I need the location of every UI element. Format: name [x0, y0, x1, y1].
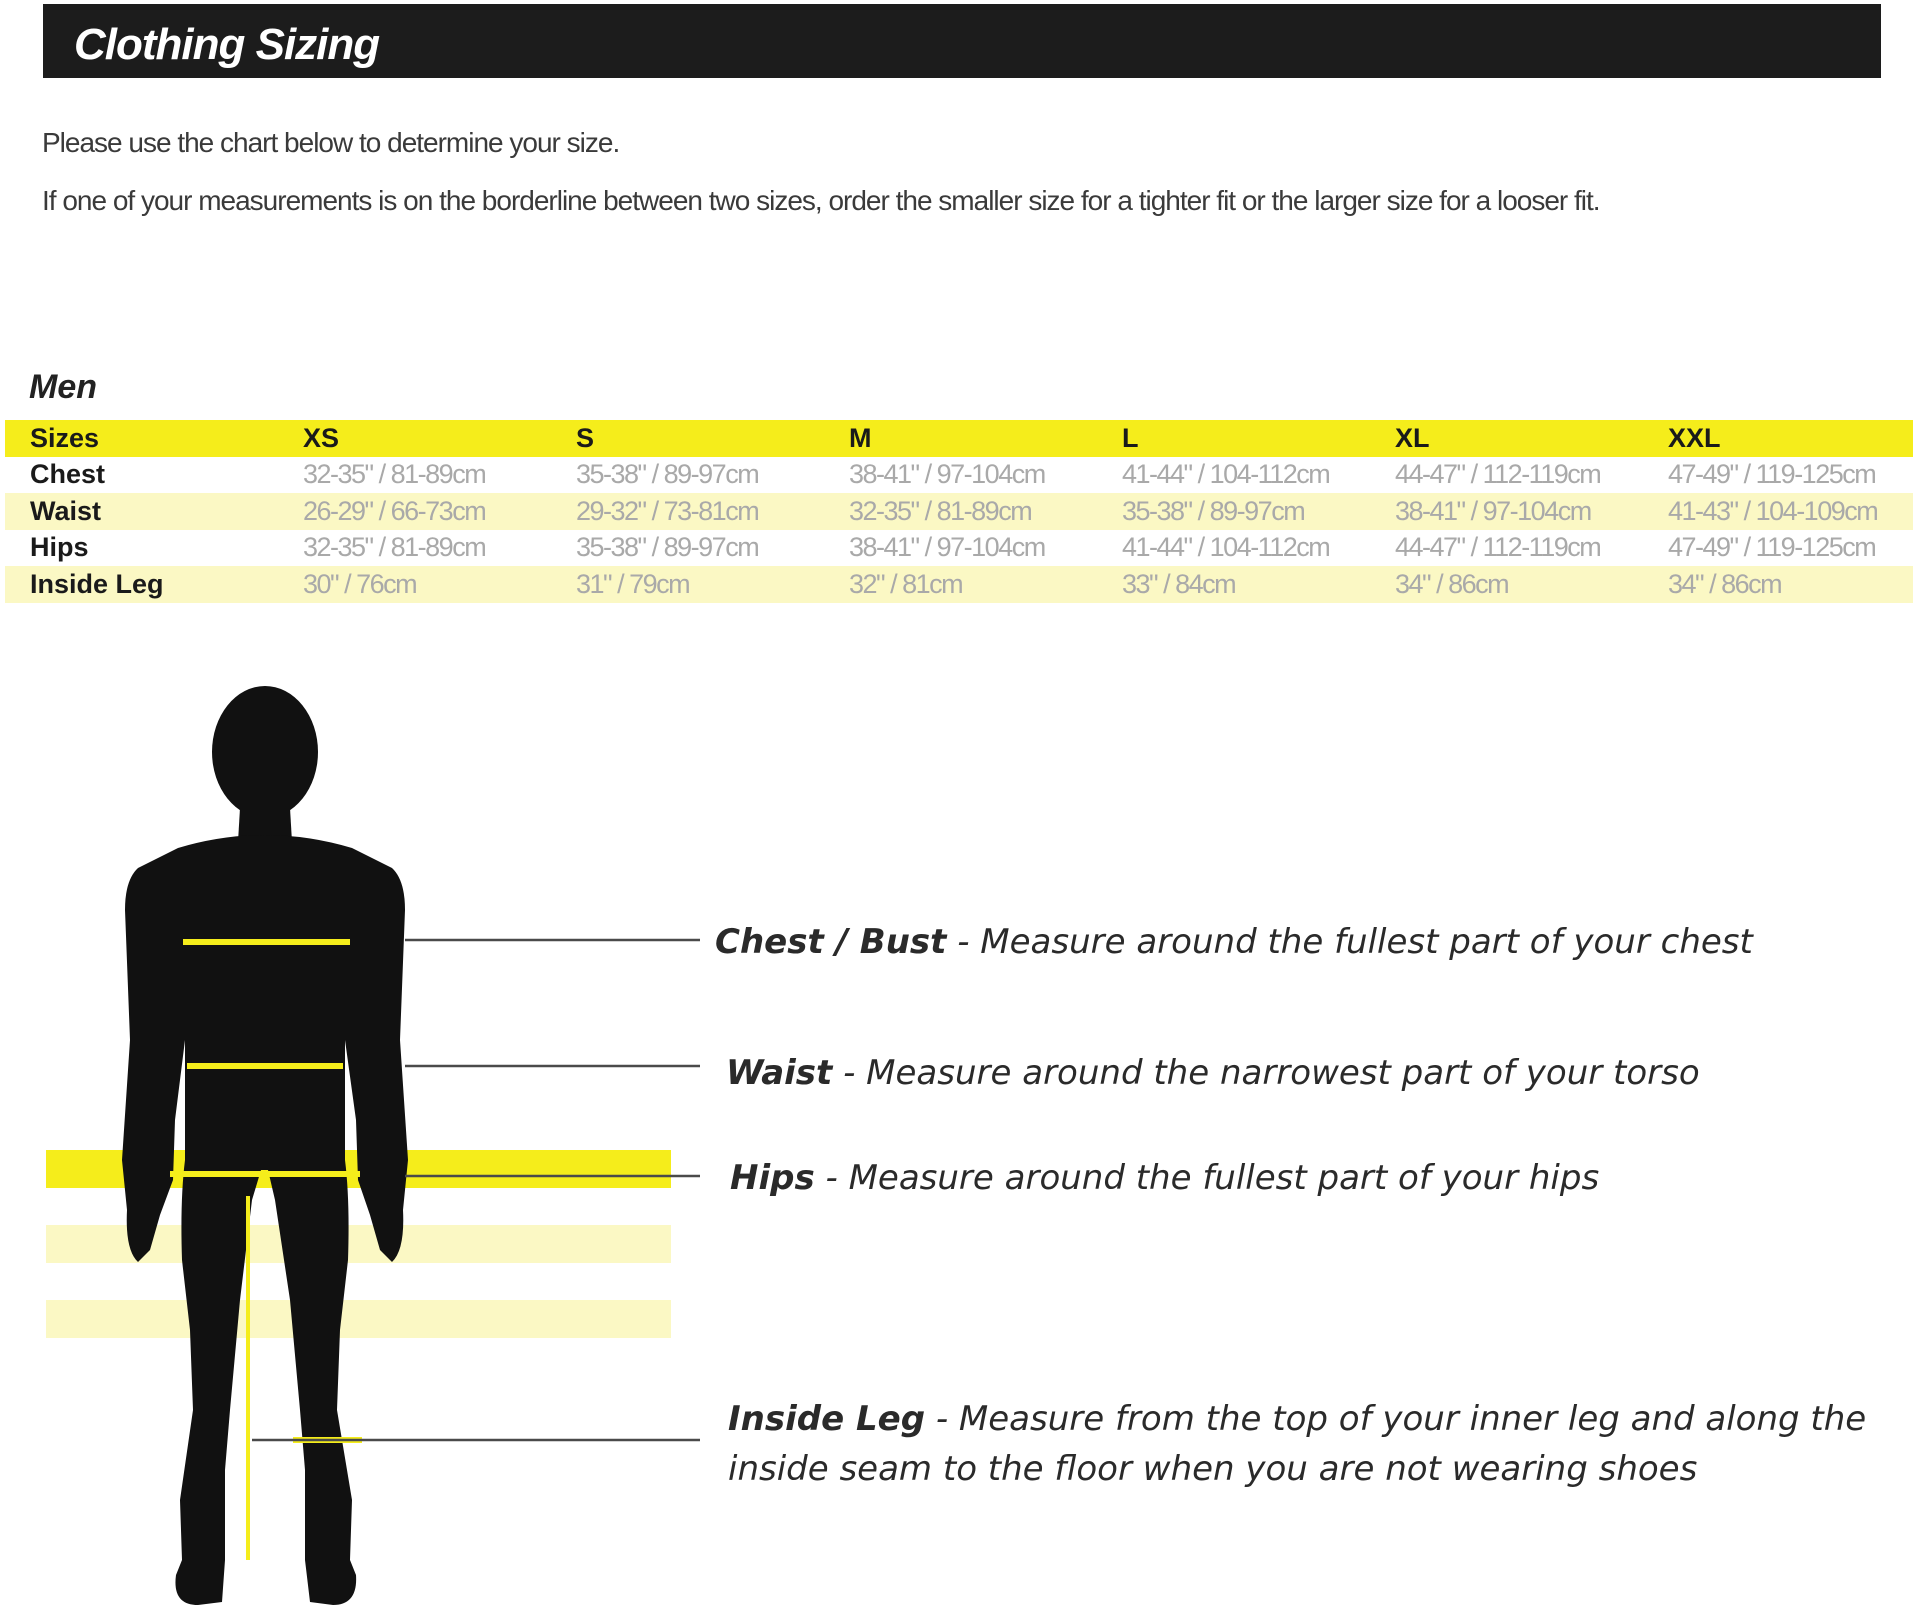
table-cell: 34" / 86cm	[1395, 568, 1509, 599]
table-cell: 35-38" / 89-97cm	[576, 459, 759, 490]
annotation-desc: - Measure around the narrowest part of your torso	[832, 1053, 1700, 1093]
annotation-term: Chest / Bust	[715, 922, 947, 962]
header-label-sizes: Sizes	[30, 422, 100, 453]
table-cell: 44-47" / 112-119cm	[1395, 459, 1601, 490]
table-cell: 41-43" / 104-109cm	[1668, 495, 1878, 526]
row-label: Hips	[30, 532, 89, 563]
annotation-waist	[726, 1048, 1700, 1098]
table-cell: 32-35" / 81-89cm	[303, 532, 486, 563]
page-title: Clothing Sizing	[74, 20, 380, 69]
intro-line-2: If one of your measurements is on the borderline between two sizes, order the smaller size for a tighter fit or the larger size for a looser fit.	[42, 185, 1600, 216]
annotation-term: Waist	[726, 1053, 833, 1093]
table-cell: 33" / 84cm	[1122, 568, 1236, 599]
table-cell: 29-32" / 73-81cm	[576, 495, 759, 526]
row-label: Inside Leg	[30, 568, 164, 599]
table-cell: 31" / 79cm	[576, 568, 690, 599]
annotation-desc-line-2: inside seam to the floor when you are not wearing shoes	[728, 1449, 1698, 1489]
annotation-desc: - Measure around the fullest part of your hips	[814, 1158, 1600, 1198]
table-cell: 34" / 86cm	[1668, 568, 1782, 599]
size-header-xs: XS	[303, 422, 340, 453]
intro-line-1: Please use the chart below to determine your size.	[42, 127, 620, 158]
annotation-chest	[715, 917, 1753, 967]
size-header-m: M	[849, 422, 872, 453]
size-header-l: L	[1122, 422, 1139, 453]
table-cell: 30" / 76cm	[303, 568, 417, 599]
annotation-hips	[730, 1153, 1599, 1203]
table-cell: 35-38" / 89-97cm	[1122, 495, 1305, 526]
table-cell: 32" / 81cm	[849, 568, 963, 599]
size-header-xl: XL	[1395, 422, 1430, 453]
human-silhouette-icon	[122, 686, 408, 1605]
table-cell: 44-47" / 112-119cm	[1395, 532, 1601, 563]
annotation-term: Hips	[730, 1158, 815, 1198]
annotation-term: Inside Leg	[728, 1399, 926, 1439]
table-cell: 38-41" / 97-104cm	[849, 459, 1045, 490]
table-cell: 38-41" / 97-104cm	[849, 532, 1045, 563]
table-cell: 32-35" / 81-89cm	[303, 459, 486, 490]
row-label: Waist	[30, 495, 102, 526]
table-cell: 47-49" / 119-125cm	[1668, 532, 1876, 563]
annotation-desc: - Measure around the fullest part of your chest	[946, 922, 1753, 962]
table-cell: 35-38" / 89-97cm	[576, 532, 759, 563]
section-title-men: Men	[29, 368, 97, 406]
table-cell: 41-44" / 104-112cm	[1122, 532, 1330, 563]
table-cell: 47-49" / 119-125cm	[1668, 459, 1876, 490]
stripe-light	[46, 1300, 671, 1338]
annotation-desc: - Measure from the top of your inner leg and along the	[925, 1399, 1867, 1439]
table-cell: 41-44" / 104-112cm	[1122, 459, 1330, 490]
row-label: Chest	[30, 459, 106, 490]
size-header-xxl: XXL	[1668, 422, 1721, 453]
annotation-inside-leg	[728, 1394, 1866, 1494]
size-header-s: S	[576, 422, 595, 453]
table-cell: 38-41" / 97-104cm	[1395, 495, 1591, 526]
table-cell: 26-29" / 66-73cm	[303, 495, 486, 526]
table-cell: 32-35" / 81-89cm	[849, 495, 1032, 526]
